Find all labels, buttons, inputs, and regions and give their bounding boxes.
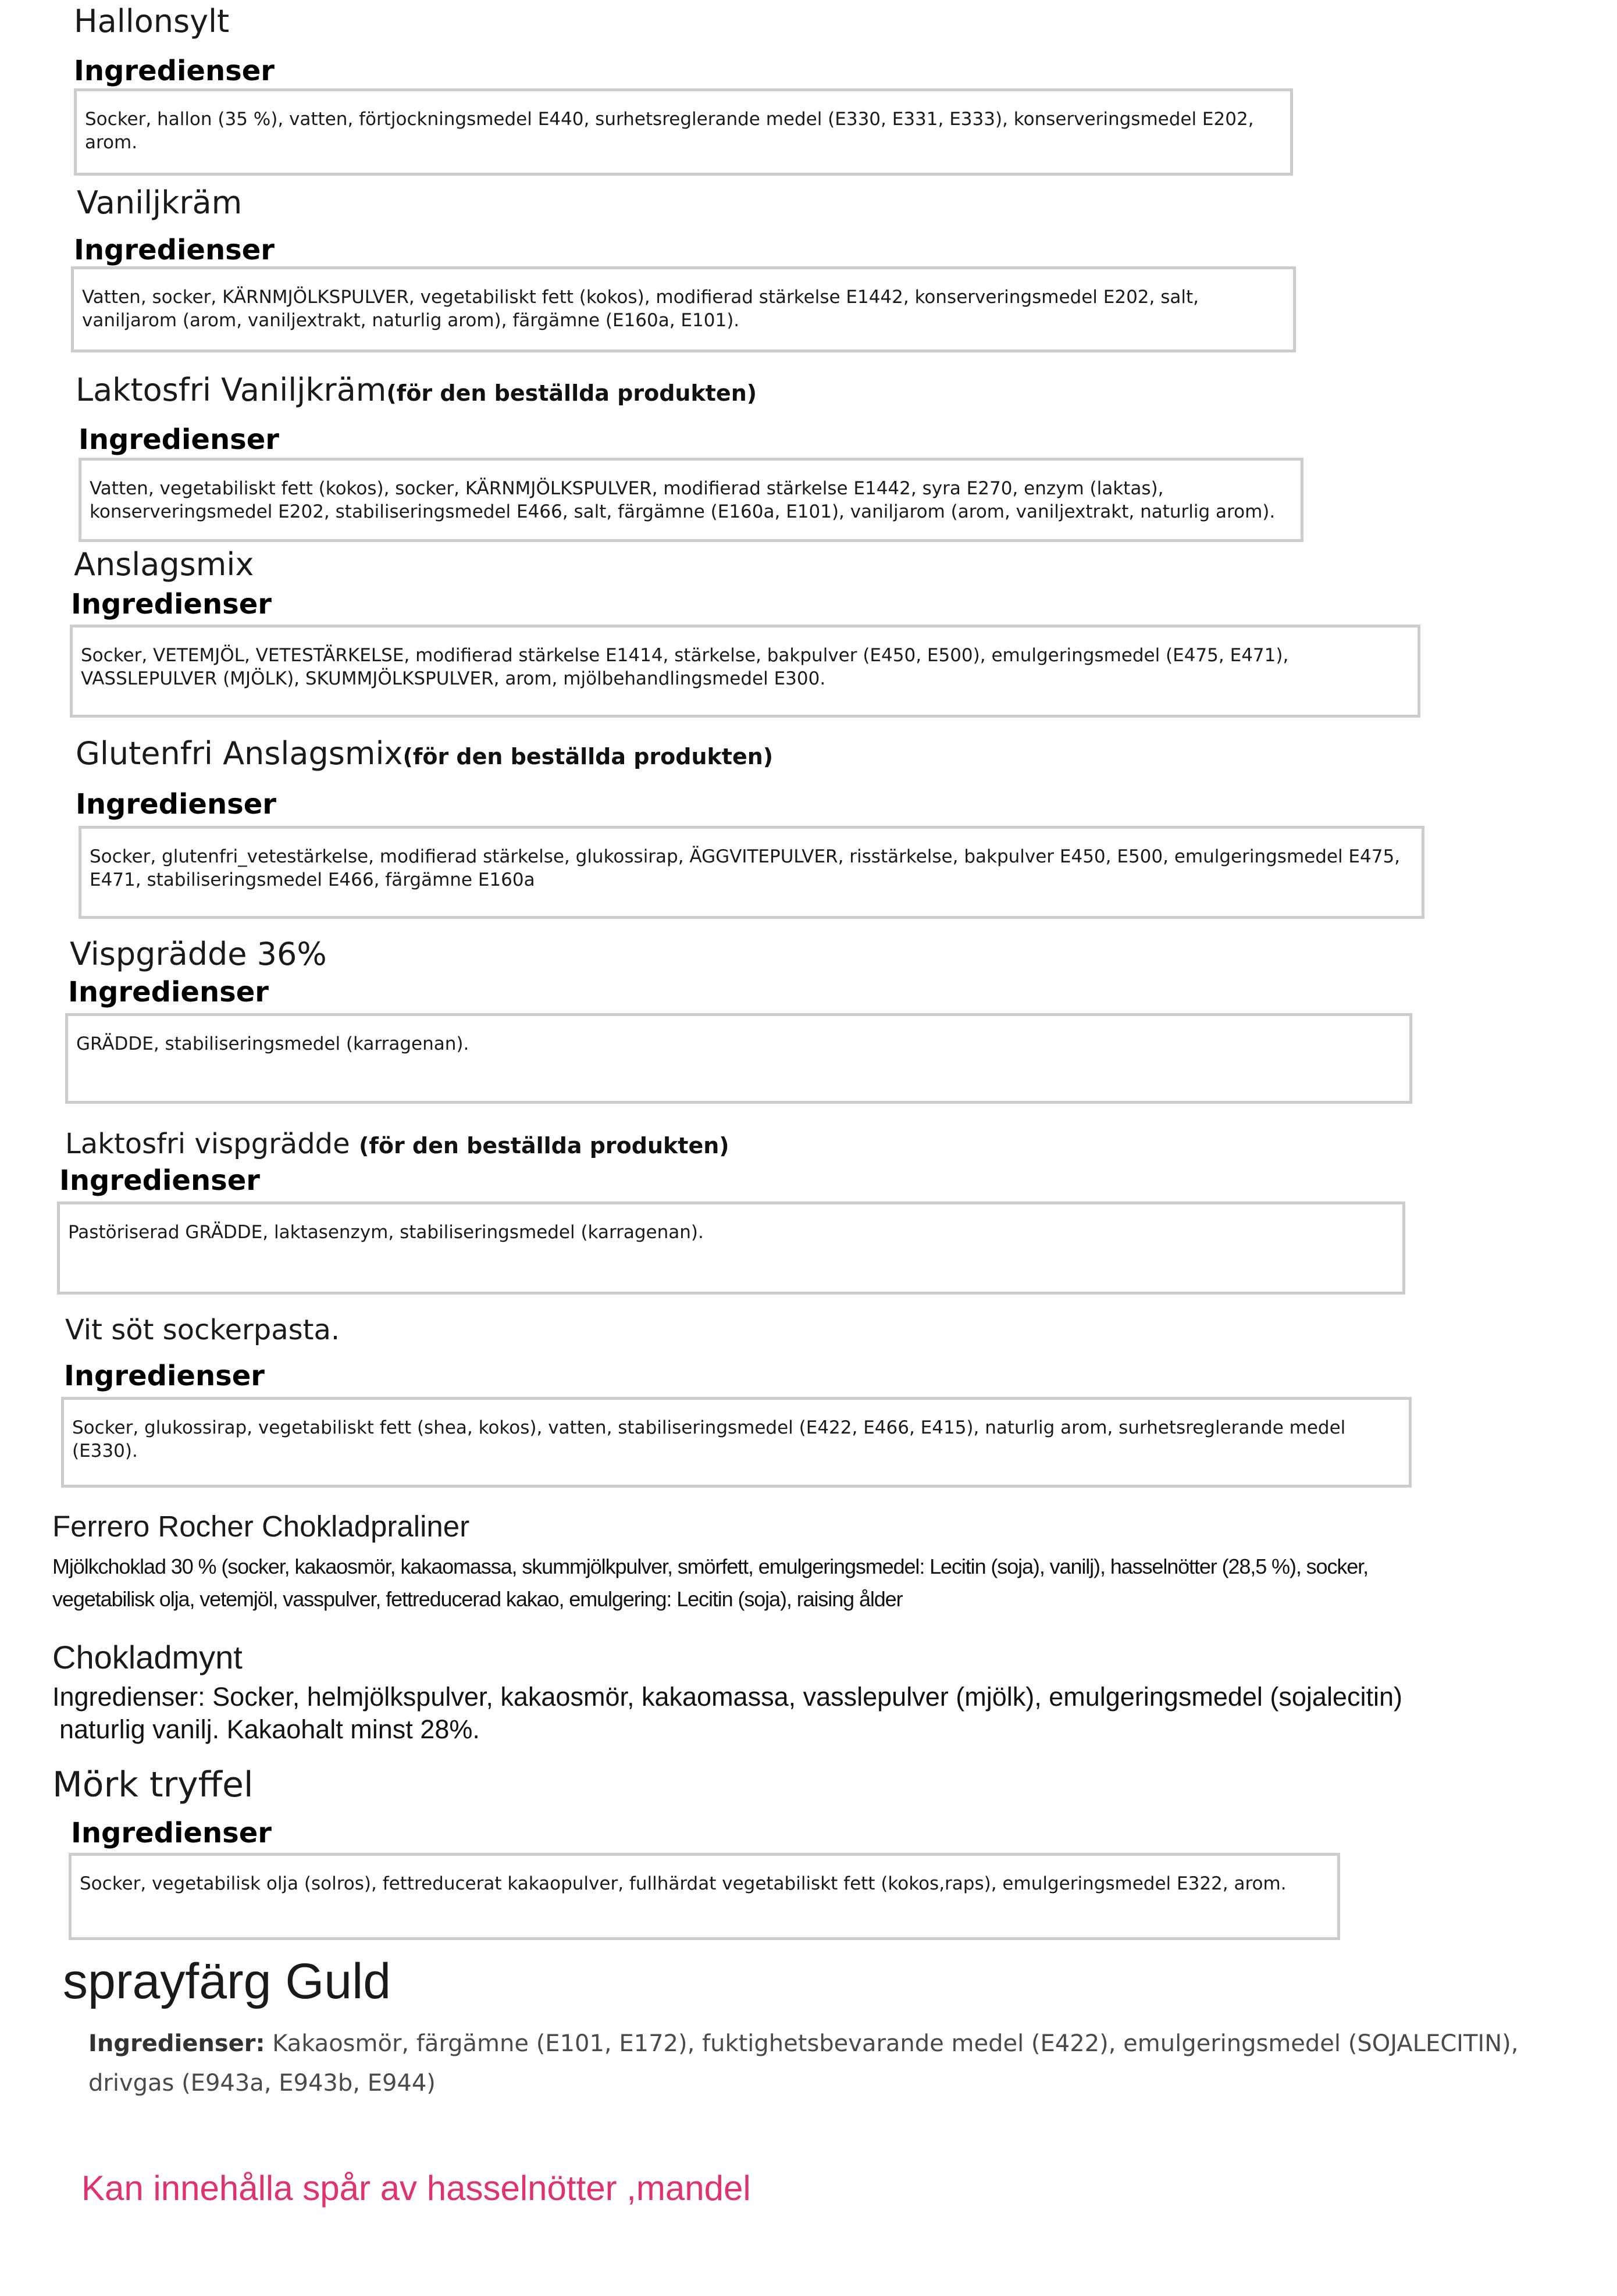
chokladmynt-ingredients-line-1: Ingredienser: Socker, helmjölkspulver, kakaosmör, kakaomassa, vasslepulver (mjölk), emulgeringsmedel (sojalecitin) (52, 1682, 1402, 1712)
vispgradde-ingredients-label: Ingredienser (68, 976, 269, 1008)
hallonsylt-ingredients-box: Socker, hallon (35 %), vatten, förtjockningsmedel E440, surhetsreglerande medel (E330, E331, E333), konserveringsmedel E202, arom. (74, 88, 1293, 176)
ferrero-title: Ferrero Rocher Chokladpraliner (52, 1510, 470, 1543)
vaniljkram-title: Vaniljkräm (77, 184, 243, 221)
vaniljkram-ingredients-label: Ingredienser (74, 234, 275, 266)
laktosfri-vispgradde-ingredients-box: Pastöriserad GRÄDDE, laktasenzym, stabiliseringsmedel (karragenan). (57, 1202, 1405, 1295)
mork-tryffel-ingredients-box: Socker, vegetabilisk olja (solros), fettreducerat kakaopulver, fullhärdat vegetabiliskt fett (kokos,raps), emulgeringsmedel E322, arom. (69, 1853, 1340, 1940)
laktosfri-vaniljkram-heading (76, 372, 757, 408)
hallonsylt-title: Hallonsylt (74, 3, 230, 40)
chokladmynt-title: Chokladmynt (52, 1639, 243, 1675)
ferrero-ingredients (52, 1550, 1611, 1616)
laktosfri-vispgradde-title: Laktosfri vispgrädde (65, 1128, 350, 1160)
anslagsmix-title: Anslagsmix (74, 546, 254, 583)
laktosfri-vaniljkram-ingredients-box: Vatten, vegetabiliskt fett (kokos), socker, KÄRNMJÖLKSPULVER, modifierad stärkelse E1442, syra E270, enzym (laktas), konserveringsmedel E202, stabiliseringsmedel E466, salt, färgämne (E160a, E101), vaniljarom (arom, vaniljextrakt, naturlig arom). (79, 458, 1303, 542)
sprayfarg-ingredients-text: Kakaosmör, färgämne (E101, E172), fuktighetsbevarande medel (E422), emulgeringsmedel (SOJALECITIN), drivgas (E943a, E943b, E944) (88, 2030, 1519, 2097)
sockerpasta-title: Vit söt sockerpasta. (65, 1314, 340, 1346)
ferrero-ingredients-line-2: vegetabilisk olja, vetemjöl, vasspulver, fettreducerad kakao, emulgering: Lecitin (soja), raising ålder (52, 1586, 903, 1611)
glutenfri-anslagsmix-heading (76, 736, 773, 772)
sprayfarg-title: sprayfärg Guld (63, 1953, 391, 2009)
allergen-warning: Kan innehålla spår av hasselnötter ,mandel (81, 2169, 751, 2208)
sockerpasta-ingredients-box: Socker, glukossirap, vegetabiliskt fett (shea, kokos), vatten, stabiliseringsmedel (E422, E466, E415), naturlig arom, surhetsreglerande medel (E330). (61, 1397, 1412, 1488)
ordered-product-note: (för den beställda produkten) (358, 1133, 729, 1158)
ordered-product-note: (för den beställda produkten) (386, 380, 757, 406)
laktosfri-vaniljkram-title: Laktosfri Vaniljkräm (76, 372, 387, 408)
mork-tryffel-title: Mörk tryffel (52, 1764, 254, 1805)
anslagsmix-ingredients-box: Socker, VETEMJÖL, VETESTÄRKELSE, modifierad stärkelse E1414, stärkelse, bakpulver (E450, E500), emulgeringsmedel (E475, E471), VASSLEPULVER (MJÖLK), SKUMMJÖLKSPULVER, arom, mjölbehandlingsmedel E300. (70, 625, 1420, 718)
ferrero-ingredients-line-1: Mjölkchoklad 30 % (socker, kakaosmör, kakaomassa, skummjölkpulver, smörfett, emulgeringsmedel: Lecitin (soja), vanilj), hasselnötter (28,5 %), socker, (52, 1555, 1368, 1578)
vispgradde-title: Vispgrädde 36% (70, 936, 327, 972)
vaniljkram-ingredients-box: Vatten, socker, KÄRNMJÖLKSPULVER, vegetabiliskt fett (kokos), modifierad stärkelse E1442, konserveringsmedel E202, salt, vaniljarom (arom, vaniljextrakt, naturlig arom), färgämne (E160a, E101). (71, 266, 1296, 352)
glutenfri-anslagsmix-ingredients-box: Socker, glutenfri_vetestärkelse, modifierad stärkelse, glukossirap, ÄGGVITEPULVER, risstärkelse, bakpulver E450, E500, emulgeringsmedel E475, E471, stabiliseringsmedel E466, färgämne E160a (79, 826, 1424, 919)
sprayfarg-ingredients-label: Ingredienser: (88, 2030, 265, 2057)
laktosfri-vispgradde-heading (65, 1128, 729, 1160)
glutenfri-anslagsmix-ingredients-label: Ingredienser (76, 788, 276, 821)
sockerpasta-ingredients-label: Ingredienser (64, 1360, 265, 1392)
chokladmynt-ingredients (52, 1681, 1611, 1746)
anslagsmix-ingredients-label: Ingredienser (71, 588, 272, 621)
sprayfarg-ingredients (88, 2024, 1589, 2103)
laktosfri-vispgradde-ingredients-label: Ingredienser (59, 1164, 260, 1197)
mork-tryffel-ingredients-label: Ingredienser (71, 1817, 272, 1849)
chokladmynt-ingredients-line-2: naturlig vanilj. Kakaohalt minst 28%. (59, 1714, 480, 1745)
laktosfri-vaniljkram-ingredients-label: Ingredienser (79, 423, 279, 456)
ordered-product-note: (för den beställda produkten) (403, 744, 774, 769)
vispgradde-ingredients-box: GRÄDDE, stabiliseringsmedel (karragenan). (65, 1013, 1412, 1104)
hallonsylt-ingredients-label: Ingredienser (74, 55, 275, 87)
glutenfri-anslagsmix-title: Glutenfri Anslagsmix (76, 735, 403, 772)
